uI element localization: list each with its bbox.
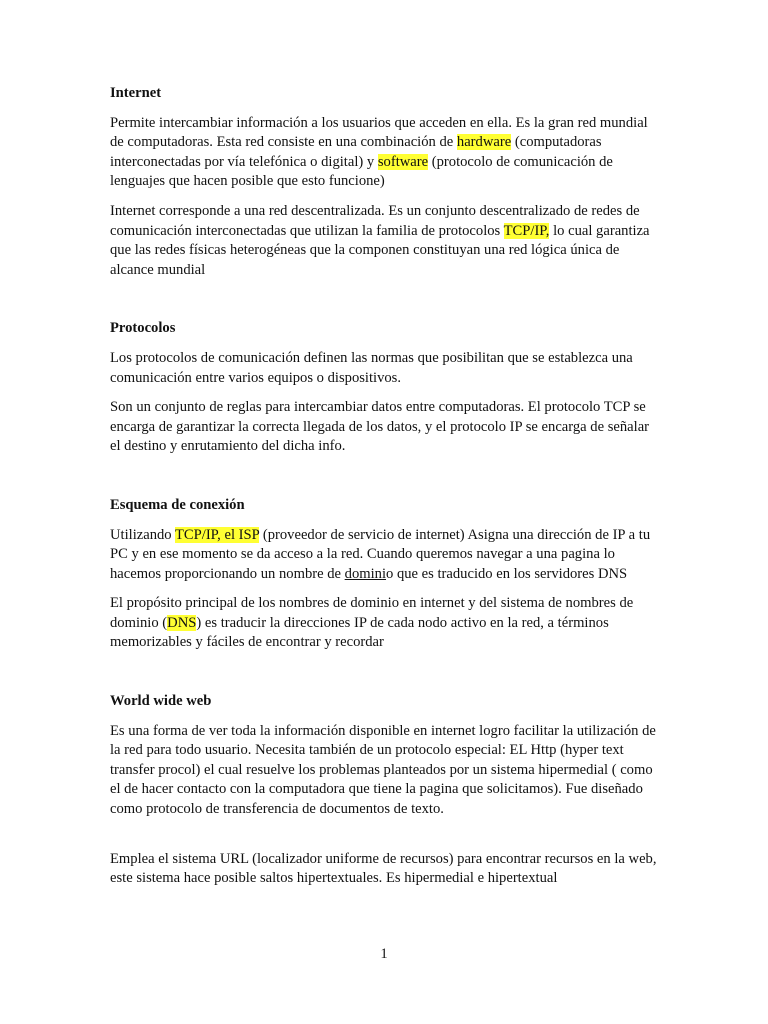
text-run: lo cual garantiza que las redes físicas heterogéneas que la componen constituyan una red lógica única de alcance mundial (110, 222, 650, 278)
highlight-tcpip: TCP/IP, (503, 222, 550, 239)
paragraph-esquema-1 (110, 526, 662, 585)
text-run: (protocolo de comunicación de lenguajes que hacen posible que esto funcione) (110, 153, 613, 190)
heading-esquema: Esquema de conexión (110, 496, 245, 513)
highlight-dns: DNS (167, 614, 197, 631)
paragraph-www-2: Emplea el sistema URL (localizador uniforme de recursos) para encontrar recursos en la web, este sistema hace posible saltos hipertextuales. Es hipermedial e hipertextual (110, 850, 657, 887)
text-run: ) es traducir la direcciones IP de cada nodo activo en la red, a términos memorizables y fáciles de encontrar y recordar (110, 614, 609, 651)
paragraph-protocolos-2: Son un conjunto de reglas para intercambiar datos entre computadoras. El protocolo TCP se encarga de garantizar la correcta llegada de los datos, y el protocolo IP se encarga de señalar el destino y enrutamiento del dicha info. (110, 399, 650, 455)
paragraph-internet-2 (110, 202, 662, 280)
page-number: 1 (380, 946, 388, 962)
heading-internet: Internet (110, 85, 162, 101)
section-gap (110, 467, 662, 496)
highlight-tcpip-isp: TCP/IP, el ISP (175, 526, 260, 543)
text-run: o que es traducido en los servidores DNS (386, 565, 628, 582)
section-gap (110, 830, 662, 850)
text-run: (computadoras interconectadas por vía telefónica o digital) y (110, 134, 602, 170)
paragraph-internet-1 (110, 114, 662, 192)
document-page (110, 84, 662, 899)
underlined-dominio: domini (344, 565, 387, 582)
text-run: Internet corresponde a una red descentralizada. Es un conjunto descentralizado de redes de comunicación interconectadas que utilizan la familia de protocolos (110, 202, 640, 239)
heading-protocolos: Protocolos (110, 320, 176, 337)
text-run: El propósito principal de los nombres de dominio en internet y del sistema de nombres de dominio ( (110, 595, 634, 631)
text-run: Utilizando (110, 526, 175, 543)
paragraph-protocolos-1: Los protocolos de comunicación definen las normas que posibilitan que se establezca una comunicación entre varios equipos o dispositivos. (110, 349, 633, 386)
highlight-hardware: hardware (456, 134, 512, 151)
paragraph-www-1: Es una forma de ver toda la información disponible en internet logro facilitar la utilización de la red para todo usuario. Necesita también de un protocolo especial: EL Http (hyper text transfer procol) el cual resuelve los problemas planteados por un sistema hipermedial ( como el de hacer contacto con la computadora que tiene la pagina que solicitamos). Fue diseñado como protocolo de transferencia de documentos de texto. (110, 722, 656, 818)
heading-www: World wide web (110, 693, 212, 710)
paragraph-esquema-2 (110, 594, 662, 653)
highlight-software: software (377, 153, 429, 170)
section-gap (110, 663, 662, 692)
text-run: Permite intercambiar información a los usuarios que acceden en ella. Es la gran red mundial de computadoras. Esta red consiste en una combinación de (110, 114, 648, 151)
section-gap (110, 290, 662, 319)
text-run: (proveedor de servicio de internet) Asigna una dirección de IP a tu PC y en ese momento se da acceso a la red. Cuando queremos navegar a una pagina lo hacemos proporcionando un nombre de (110, 526, 651, 582)
